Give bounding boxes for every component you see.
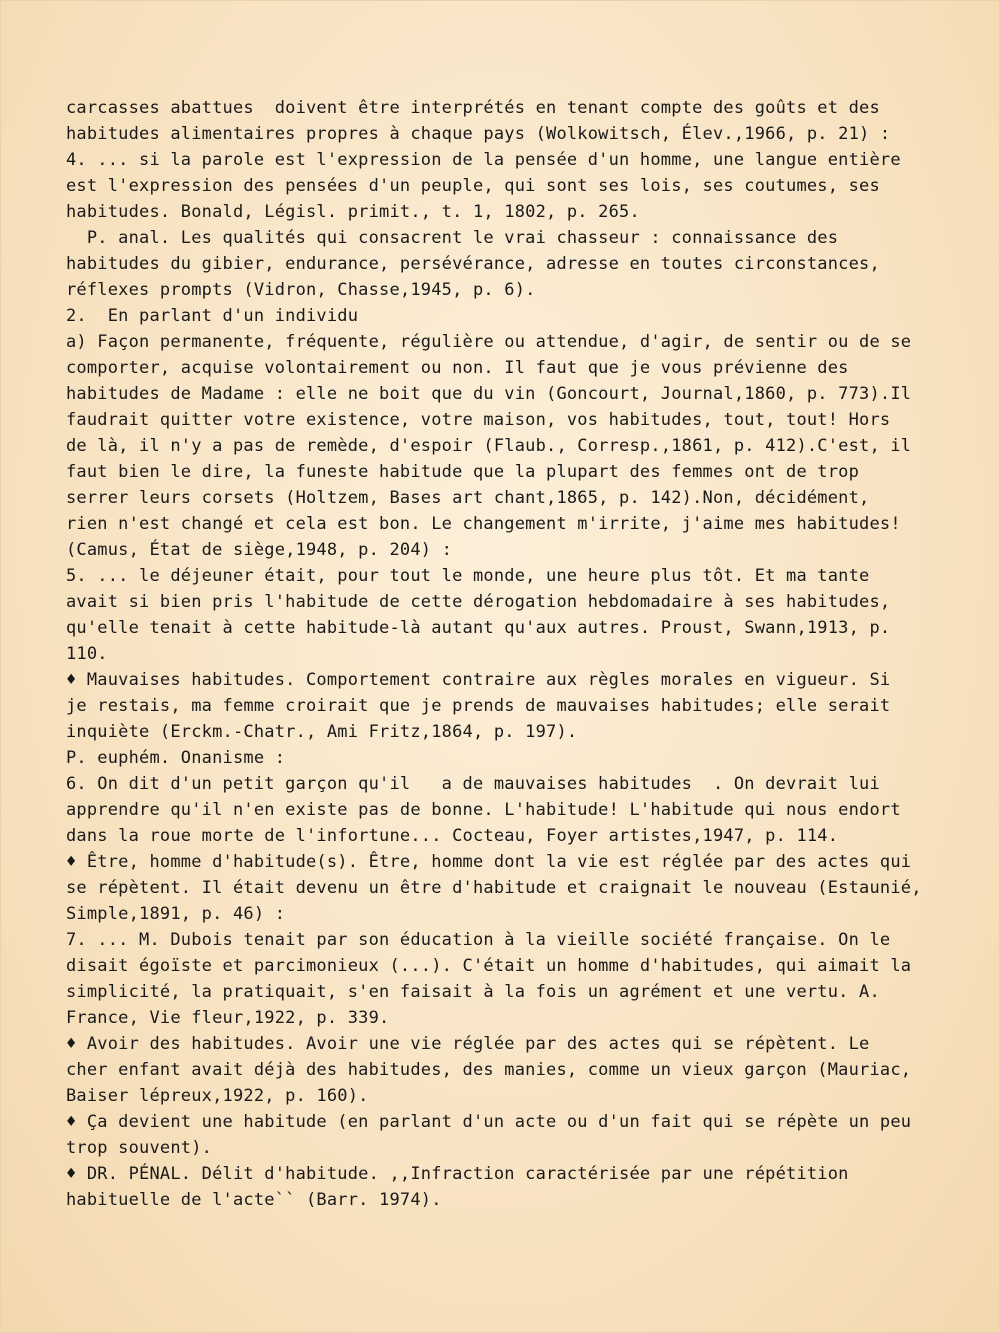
- text-line: ♦ Être, homme d'habitude(s). Être, homme dont la vie est réglée par des actes qui: [66, 852, 912, 872]
- text-line: France, Vie fleur,1922, p. 339.: [66, 1008, 390, 1028]
- text-line: P. euphém. Onanisme :: [66, 748, 286, 768]
- text-line: habituelle de l'acte`` (Barr. 1974).: [66, 1190, 442, 1210]
- text-line: inquiète (Erckm.-Chatr., Ami Fritz,1864, p. 197).: [66, 722, 578, 742]
- text-line: 4. ... si la parole est l'expression de la pensée d'un homme, une langue entière: [66, 150, 901, 170]
- text-line: je restais, ma femme croirait que je prends de mauvaises habitudes; elle serait: [66, 696, 891, 716]
- text-line: simplicité, la pratiquait, s'en faisait à la fois un agrément et une vertu. A.: [66, 982, 880, 1002]
- text-line: faudrait quitter votre existence, votre maison, vos habitudes, tout, tout! Hors: [66, 410, 891, 430]
- text-line: habitudes alimentaires propres à chaque pays (Wolkowitsch, Élev.,1966, p. 21) :: [66, 124, 891, 144]
- text-line: Simple,1891, p. 46) :: [66, 904, 286, 924]
- text-line: rien n'est changé et cela est bon. Le changement m'irrite, j'aime mes habitudes!: [66, 514, 901, 534]
- text-line: (Camus, État de siège,1948, p. 204) :: [66, 540, 453, 560]
- text-line: comporter, acquise volontairement ou non. Il faut que je vous prévienne des: [66, 358, 849, 378]
- text-line: carcasses abattues doivent être interprétés en tenant compte des goûts et des: [66, 98, 880, 118]
- text-line: 6. On dit d'un petit garçon qu'il a de mauvaises habitudes . On devrait lui: [66, 774, 880, 794]
- text-line: de là, il n'y a pas de remède, d'espoir (Flaub., Corresp.,1861, p. 412).C'est, il: [66, 436, 912, 456]
- text-line: réflexes prompts (Vidron, Chasse,1945, p. 6).: [66, 280, 536, 300]
- text-line: a) Façon permanente, fréquente, régulière ou attendue, d'agir, de sentir ou de se: [66, 332, 912, 352]
- text-line: dans la roue morte de l'infortune... Cocteau, Foyer artistes,1947, p. 114.: [66, 826, 839, 846]
- text-line: 110.: [66, 644, 108, 664]
- text-line: ♦ Ça devient une habitude (en parlant d'un acte ou d'un fait qui se répète un peu: [66, 1112, 912, 1132]
- text-line: trop souvent).: [66, 1138, 213, 1158]
- text-line: habitudes du gibier, endurance, persévérance, adresse en toutes circonstances,: [66, 254, 880, 274]
- text-line: P. anal. Les qualités qui consacrent le vrai chasseur : connaissance des: [66, 228, 839, 248]
- text-line: habitudes de Madame : elle ne boit que du vin (Goncourt, Journal,1860, p. 773).Il: [66, 384, 912, 404]
- text-line: habitudes. Bonald, Législ. primit., t. 1, 1802, p. 265.: [66, 202, 640, 222]
- text-line: disait égoïste et parcimonieux (...). C'était un homme d'habitudes, qui aimait la: [66, 956, 912, 976]
- text-line: faut bien le dire, la funeste habitude que la plupart des femmes ont de trop: [66, 462, 860, 482]
- text-line: 2. En parlant d'un individu: [66, 306, 359, 326]
- text-line: ♦ Mauvaises habitudes. Comportement contraire aux règles morales en vigueur. Si: [66, 670, 891, 690]
- text-line: se répètent. Il était devenu un être d'habitude et craignait le nouveau (Estaunié,: [66, 878, 922, 898]
- text-line: cher enfant avait déjà des habitudes, des manies, comme un vieux garçon (Mauriac,: [66, 1060, 912, 1080]
- text-line: 5. ... le déjeuner était, pour tout le monde, une heure plus tôt. Et ma tante: [66, 566, 870, 586]
- text-line: est l'expression des pensées d'un peuple, qui sont ses lois, ses coutumes, ses: [66, 176, 880, 196]
- text-line: ♦ DR. PÉNAL. Délit d'habitude. ,,Infraction caractérisée par une répétition: [66, 1164, 849, 1184]
- document-text: [66, 95, 966, 1213]
- text-line: 7. ... M. Dubois tenait par son éducation à la vieille société française. On le: [66, 930, 891, 950]
- text-line: avait si bien pris l'habitude de cette dérogation hebdomadaire à ses habitudes,: [66, 592, 891, 612]
- text-line: qu'elle tenait à cette habitude-là autant qu'aux autres. Proust, Swann,1913, p.: [66, 618, 891, 638]
- text-line: apprendre qu'il n'en existe pas de bonne. L'habitude! L'habitude qui nous endort: [66, 800, 901, 820]
- text-line: ♦ Avoir des habitudes. Avoir une vie réglée par des actes qui se répètent. Le: [66, 1034, 870, 1054]
- text-line: Baiser lépreux,1922, p. 160).: [66, 1086, 369, 1106]
- text-line: serrer leurs corsets (Holtzem, Bases art chant,1865, p. 142).Non, décidément,: [66, 488, 870, 508]
